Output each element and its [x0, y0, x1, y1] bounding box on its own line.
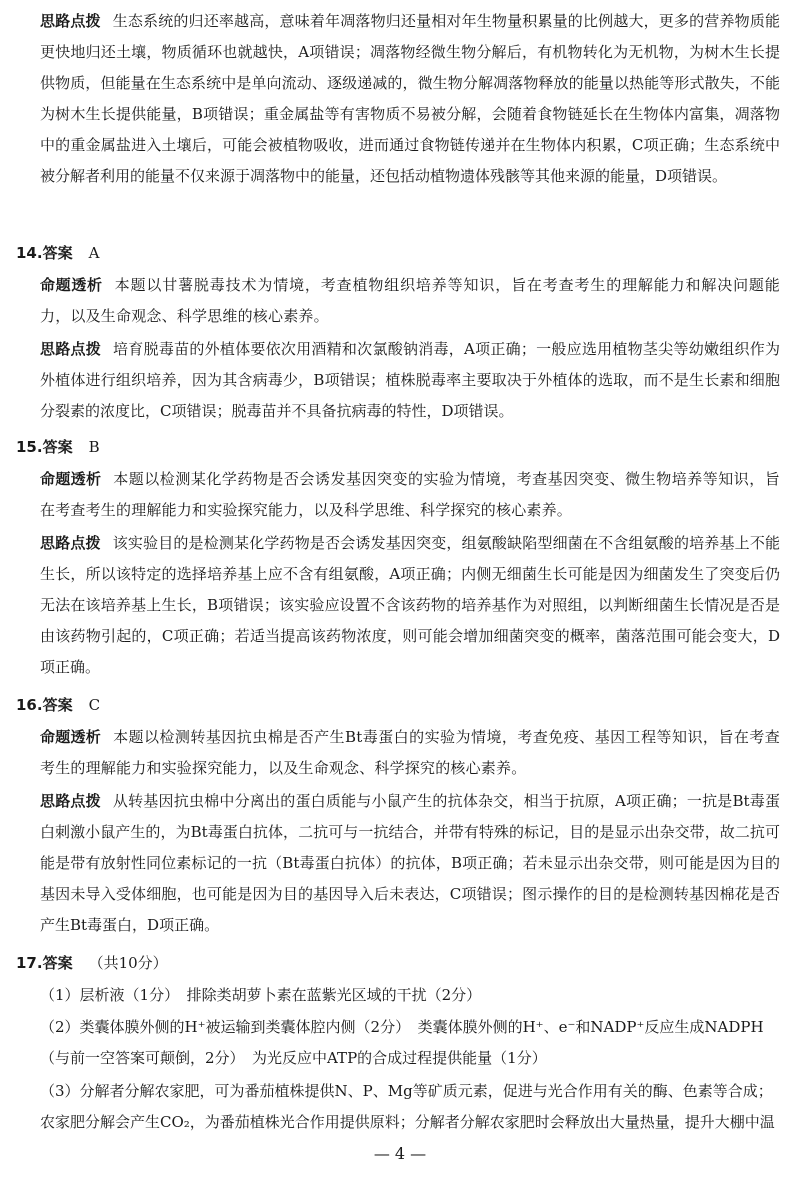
- q17-part3: （3）分解者分解农家肥，可为番茄植株提供N、P、Mg等矿质元素，促进与光合作用有关的酶、色素等合成；农家肥分解会产生CO₂，为番茄植株光合作用提供原料；分解者分解农家肥时会释放出大量热量，提升大棚中温: [40, 1082, 775, 1131]
- q14-answer-line: [16, 238, 780, 269]
- q17-number: 17.: [16, 954, 43, 972]
- q14-analysis-label: 命题透析: [40, 276, 103, 294]
- q15-tip-text: 该实验目的是检测某化学药物是否会诱发基因突变，组氨酸缺陷型细菌在不含组氨酸的培养基上不能生长，所以该特定的选择培养基上应不含有组氨酸，A项正确；内侧无细菌生长可能是因为细菌发生了突变后仍无法在该培养基上生长，B项错误；该实验应设置不含该药物的培养基作为对照组，以判断细菌生长情况是否是由该药物引起的，C项正确；若适当提高该药物浓度，则可能会增加细菌突变的概率，菌落范围可能会变大，D项正确。: [40, 534, 780, 676]
- q17-answer-line: [16, 948, 780, 979]
- q15-answer-label: 答案: [42, 438, 73, 456]
- q17-part2: （2）类囊体膜外侧的H⁺被运输到类囊体腔内侧（2分） 类囊体膜外侧的H⁺、e⁻和NADP⁺反应生成NADPH（与前一空答案可颠倒，2分） 为光反应中ATP的合成过程提供能量（1分）: [40, 1018, 764, 1067]
- q15-analysis: [40, 464, 780, 526]
- q14-analysis: [40, 270, 780, 332]
- page-number: — 4 —: [373, 1144, 427, 1163]
- q17-answer-label: 答案: [42, 954, 73, 972]
- q16-answer-line: [16, 690, 780, 721]
- q13-tip-label: 思路点拨: [40, 12, 101, 30]
- q15-analysis-label: 命题透析: [40, 470, 102, 488]
- q16-tip-text: 从转基因抗虫棉中分离出的蛋白质能与小鼠产生的抗体杂交，相当于抗原，A项正确；一抗是Bt毒蛋白刺激小鼠产生的，为Bt毒蛋白抗体，二抗可与一抗结合，并带有特殊的标记，目的是显示出杂交带，故二抗可能是带有放射性同位素标记的一抗（Bt毒蛋白抗体）的抗体，B项正确；若未显示出杂交带，则可能是因为目的基因未导入受体细胞，也可能是因为目的基因导入后未表达，C项错误；图示操作的目的是检测转基因棉花是否产生Bt毒蛋白，D项正确。: [40, 792, 780, 934]
- q14-number: 14.: [16, 244, 43, 262]
- q13-tip: [40, 6, 780, 192]
- q15-number: 15.: [16, 438, 43, 456]
- q14-tip-text: 培育脱毒苗的外植体要依次用酒精和次氯酸钠消毒，A项正确；一般应选用植物茎尖等幼嫩组织作为外植体进行组织培养，因为其含病毒少，B项错误；植株脱毒率主要取决于外植体的选取，而不是生长素和细胞分裂素的浓度比，C项错误；脱毒苗并不具备抗病毒的特性，D项错误。: [40, 340, 780, 420]
- q14-answer: A: [88, 244, 100, 262]
- q17-part1: （1）层析液（1分） 排除类胡萝卜素在蓝紫光区域的干扰（2分）: [40, 986, 482, 1004]
- q16-analysis-text: 本题以检测转基因抗虫棉是否产生Bt毒蛋白的实验为情境，考查免疫、基因工程等知识，旨在考查考生的理解能力和实验探究能力，以及生命观念、科学探究的核心素养。: [40, 728, 780, 777]
- q14-tip-label: 思路点拨: [40, 340, 102, 358]
- q16-analysis-label: 命题透析: [40, 728, 102, 746]
- q16-tip: [40, 786, 780, 941]
- q14-answer-label: 答案: [42, 244, 73, 262]
- q13-tip-text: 生态系统的归还率越高，意味着年凋落物归还量相对年生物量积累量的比例越大，更多的营养物质能更快地归还土壤，物质循环也就越快，A项错误；凋落物经微生物分解后，有机物转化为无机物，为树木生长提供物质，但能量在生态系统中是单向流动、逐级递减的，微生物分解凋落物释放的能量以热能等形式散失，不能为树木生长提供能量，B项错误；重金属盐等有害物质不易被分解，会随着食物链延长在生物体内富集，凋落物中的重金属盐进入土壤后，可能会被植物吸收，进而通过食物链传递并在生物体内积累，C项正确；生态系统中被分解者利用的能量不仅来源于凋落物中的能量，还包括动植物遗体残骸等其他来源的能量，D项错误。: [40, 12, 780, 185]
- q15-analysis-text: 本题以检测某化学药物是否会诱发基因突变的实验为情境，考查基因突变、微生物培养等知识，旨在考查考生的理解能力和实验探究能力，以及科学思维、科学探究的核心素养。: [40, 470, 780, 519]
- q16-answer-label: 答案: [42, 696, 73, 714]
- q16-number: 16.: [16, 696, 43, 714]
- q15-tip: [40, 528, 780, 683]
- q15-answer-line: [16, 432, 780, 463]
- q15-answer: B: [88, 438, 100, 456]
- q16-analysis: [40, 722, 780, 784]
- q15-tip-label: 思路点拨: [40, 534, 101, 552]
- q14-analysis-text: 本题以甘薯脱毒技术为情境，考查植物组织培养等知识，旨在考查考生的理解能力和解决问题能力，以及生命观念、科学思维的核心素养。: [40, 276, 780, 325]
- q16-tip-label: 思路点拨: [40, 792, 101, 810]
- q16-answer: C: [88, 696, 101, 714]
- q17-score: （共10分）: [88, 954, 168, 972]
- q14-tip: [40, 334, 780, 427]
